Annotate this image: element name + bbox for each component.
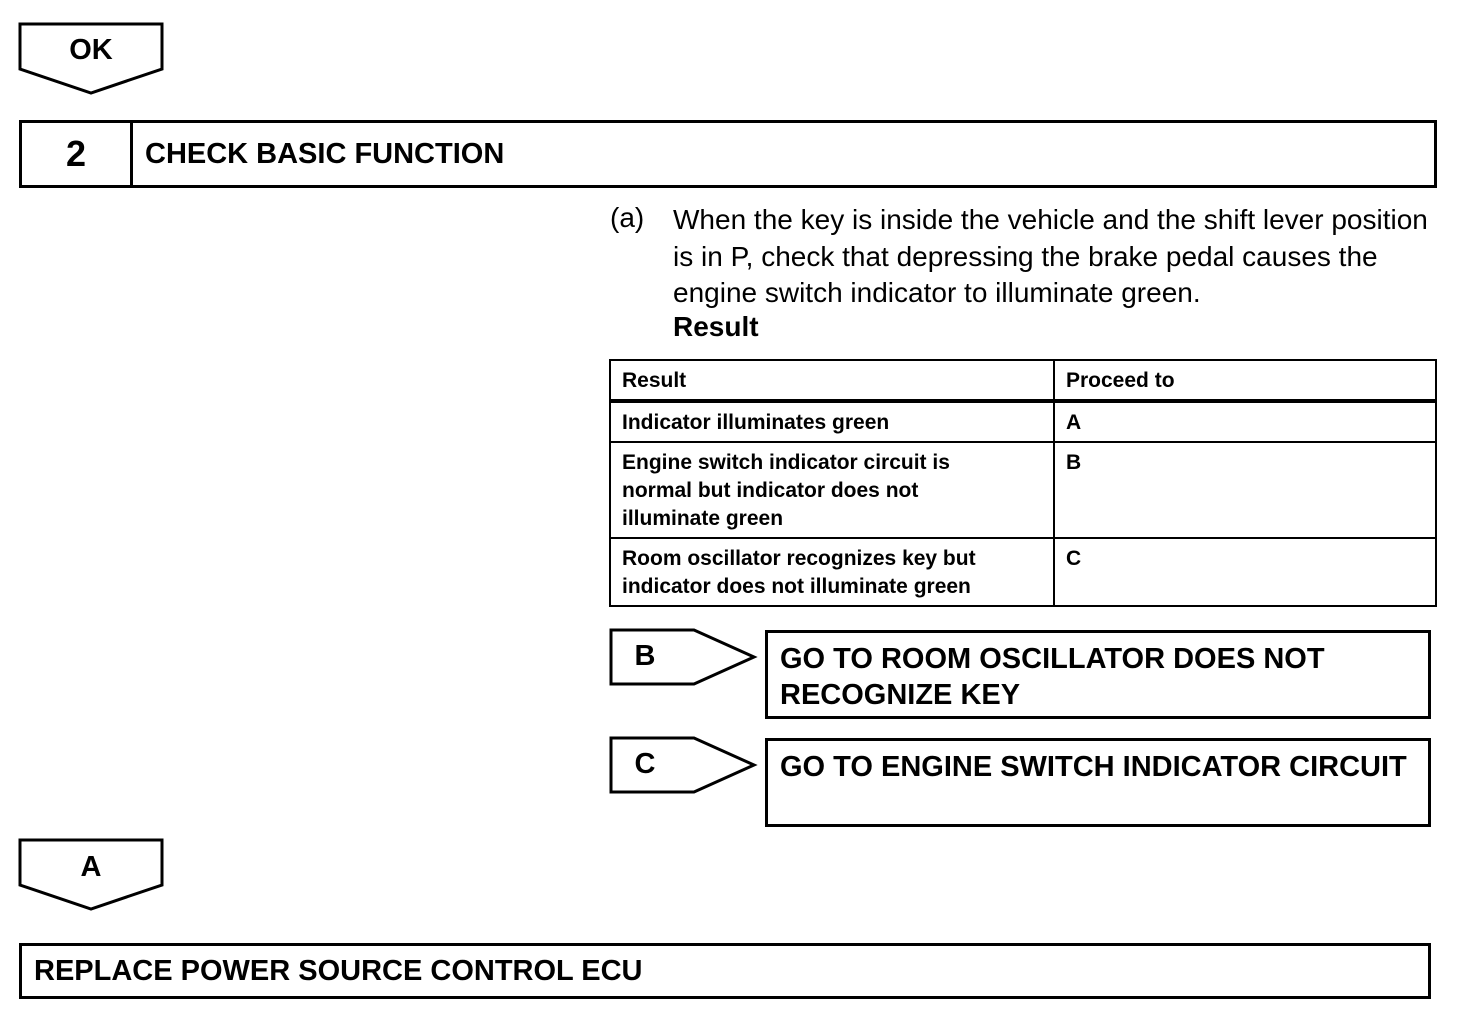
goto-engine-switch-box: GO TO ENGINE SWITCH INDICATOR CIRCUIT: [765, 738, 1431, 827]
table-cell-proceed: C: [1054, 538, 1436, 606]
step-number: 2: [22, 123, 133, 185]
table-header-proceed: Proceed to: [1054, 360, 1436, 401]
result-table: [609, 359, 1437, 607]
step-title: CHECK BASIC FUNCTION: [145, 137, 505, 170]
instruction-text: When the key is inside the vehicle and the shift lever position is in P, check that depressing the brake pedal causes the engine switch indicator to illuminate green.: [673, 204, 1428, 308]
final-action-text: REPLACE POWER SOURCE CONTROL ECU: [34, 954, 643, 987]
table-row: [610, 538, 1436, 606]
table-row: [610, 442, 1436, 538]
a-arrow-label: A: [80, 851, 102, 883]
c-arrow-label: C: [634, 748, 656, 780]
table-row: [610, 401, 1436, 442]
table-cell-proceed: B: [1054, 442, 1436, 538]
final-action-box: [19, 943, 1431, 999]
table-cell-result: Engine switch indicator circuit is normal but indicator does not illuminate green: [610, 442, 1054, 538]
ok-arrow-label: OK: [69, 34, 113, 66]
result-heading: Result: [673, 311, 759, 342]
goto-room-oscillator-box: GO TO ROOM OSCILLATOR DOES NOT RECOGNIZE KEY: [765, 630, 1431, 719]
instruction-tag: (a): [610, 202, 645, 233]
table-cell-result: Room oscillator recognizes key but indicator does not illuminate green: [610, 538, 1054, 606]
table-header-result: Result: [610, 360, 1054, 401]
b-arrow-label: B: [634, 640, 656, 672]
table-cell-proceed: A: [1054, 401, 1436, 442]
table-header-row: [610, 360, 1436, 401]
step-header: [19, 120, 1437, 188]
table-cell-result: Indicator illuminates green: [610, 401, 1054, 442]
